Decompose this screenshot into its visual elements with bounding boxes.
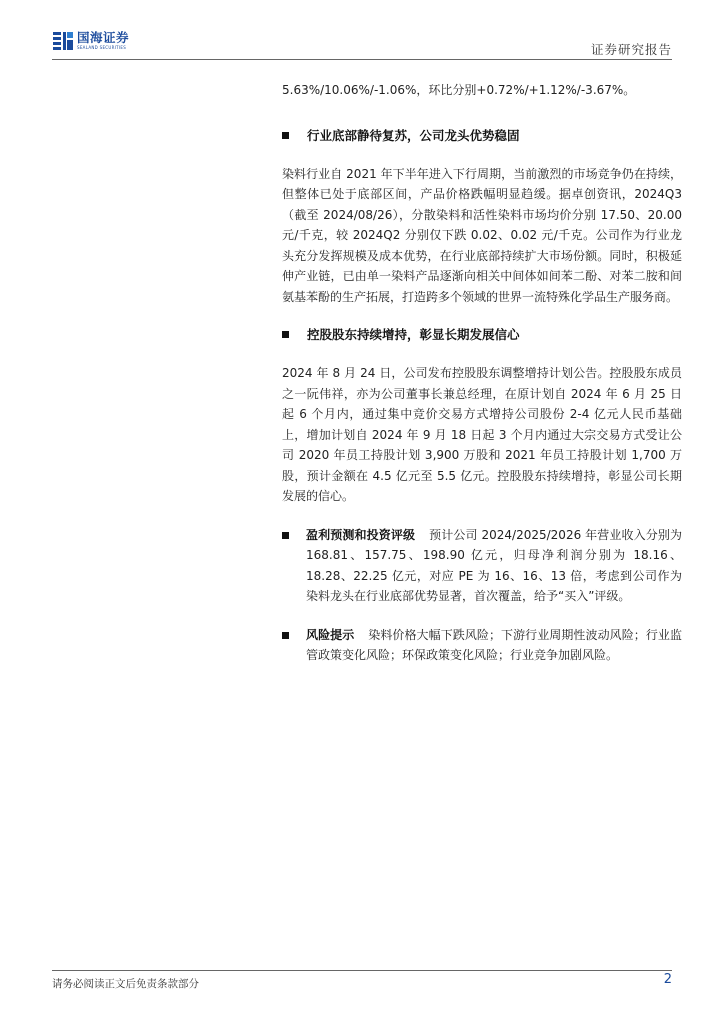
risk-warning <box>282 625 682 666</box>
continued-text-line: 5.63%/10.06%/-1.06%，环比分别+0.72%/+1.12%/-3.67%。 <box>282 83 636 97</box>
logo-chinese-name: 国海证券 <box>77 30 130 46</box>
section-heading-industry <box>282 126 682 146</box>
square-bullet-icon <box>282 632 289 639</box>
square-bullet-icon <box>282 132 289 139</box>
report-body <box>282 80 682 666</box>
footer-divider <box>52 970 672 971</box>
section-heading-shareholder <box>282 325 682 345</box>
report-type-label: 证券研究报告 <box>590 42 672 57</box>
company-logo <box>52 31 129 51</box>
forecast-lead: 盈利预测和投资评级 <box>306 527 416 542</box>
footer-disclaimer: 请务必阅读正文后免责条款部分 <box>52 978 199 990</box>
square-bullet-icon <box>282 331 289 338</box>
section-paragraph-shareholder: 2024 年 8 月 24 日，公司发布控股股东调整增持计划公告。控股股东成员之一阮伟祥，亦为公司董事长兼总经理，在原计划自 2024 年 6 月 25 日起 6 个月内，通过集中竞价交易方式增持公司股份 2-4 亿元人民币基础上，增加计划自 2024 年 9 月 18 日起 3 个月内通过大宗交易方式受让公司 2020 年员工持股计划 3,900 万股和 2021 年员工持股计划 1,700 万股，预计金额在 4.5 亿元至 5.5 亿元。控股股东持续增持，彰显公司长期发展的信心。 <box>282 366 682 503</box>
risk-text: 染料价格大幅下跌风险；下游行业周期性波动风险；行业监管政策变化风险；环保政策变化风险；行业竞争加剧风险。 <box>306 627 682 662</box>
page-header <box>0 0 724 62</box>
logo-english-name: SEALAND SECURITIES <box>77 44 127 50</box>
page-number: 2 <box>663 972 672 987</box>
section-heading-text: 控股股东持续增持，彰显长期发展信心 <box>307 327 520 342</box>
forecast-and-rating <box>282 525 682 607</box>
section-heading-text: 行业底部静待复苏，公司龙头优势稳固 <box>307 127 520 143</box>
forecast-text: 预计公司 2024/2025/2026 年营业收入分别为 168.81、157.75、198.90 亿元，归母净利润分别为 18.16、18.28、22.25 亿元，对应 PE 为 16、16、13 倍，考虑到公司作为染料龙头在行业底部优势显著，首次覆盖，给予“买入”评级。 <box>306 527 682 603</box>
header-divider <box>52 59 672 60</box>
risk-lead: 风险提示 <box>306 627 355 642</box>
square-bullet-icon <box>282 532 289 539</box>
section-paragraph-industry: 染料行业自 2021 年下半年进入下行周期，当前激烈的市场竞争仍在持续，但整体已处于底部区间，产品价格跌幅明显趋缓。据卓创资讯，2024Q3（截至 2024/08/26），分散染料和活性染料市场均价分别 17.50、20.00 元/千克，较 2024Q2 分别仅下跌 0.02、0.02 元/千克。公司作为行业龙头充分发挥规模及成本优势，在行业底部持续扩大市场份额。同时，积极延伸产业链，已由单一染料产品逐渐向相关中间体如间苯二酚、对苯二胺和间氨基苯酚的生产拓展，打造跨多个领域的世界一流特殊化学品生产服务商。 <box>282 166 682 304</box>
logo-mark-icon <box>52 31 74 51</box>
